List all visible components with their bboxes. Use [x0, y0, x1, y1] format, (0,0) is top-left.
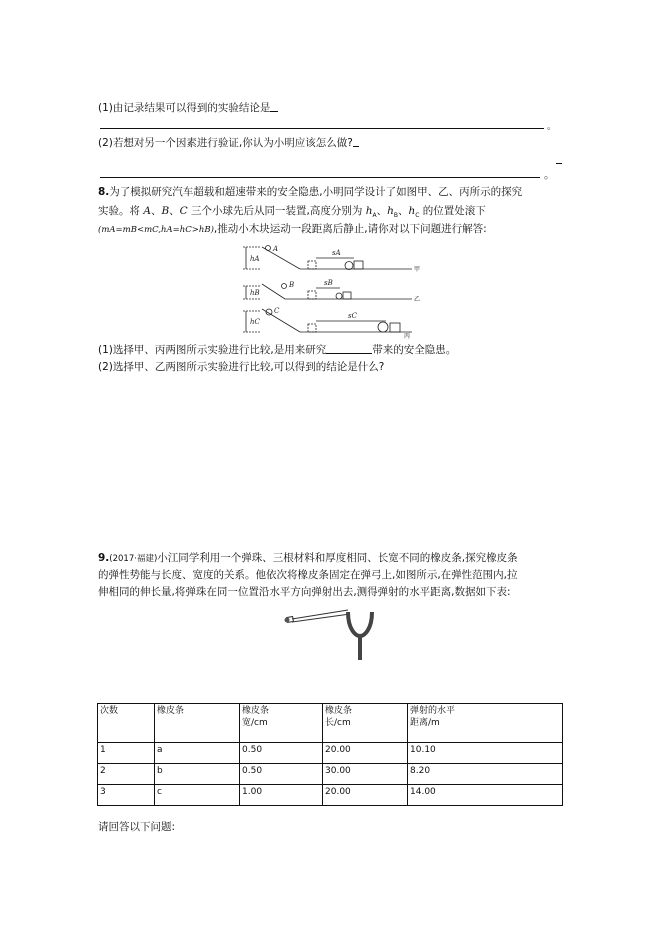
figure-label-ha: hA — [250, 255, 260, 263]
figure-label-b: B — [289, 281, 295, 289]
height-b: h — [387, 205, 394, 217]
q9-footer: 请回答以下问题: — [98, 821, 176, 833]
table-header-row — [98, 704, 563, 743]
header-unit: 宽/cm — [242, 718, 268, 728]
separator: 、 — [169, 205, 180, 217]
figure-label-sa: sA — [332, 249, 341, 257]
ramp-bing — [262, 309, 300, 332]
figure-label-jia: 甲 — [414, 266, 420, 273]
table-cell: 8.20 — [408, 764, 563, 785]
q8-sub1-text-end: 带来的安全隐患。 — [372, 344, 457, 356]
slingshot-fork — [348, 612, 372, 636]
header-text: 弹射的水平 — [410, 706, 456, 716]
q8-line2: 实验。将 A、B、C 三个小球先后从同一装置,高度分别为 $h_A$、$h_B$、$h_C$ 的位置处滚下 — [98, 205, 486, 220]
q9-source: (2017·福建) — [109, 554, 158, 564]
q8-line1 — [98, 185, 522, 199]
header-cell — [98, 704, 155, 743]
block-start-jia — [308, 261, 316, 269]
q8-sub1-text: (1)选择甲、丙两图所示实验进行比较,是用来研究 — [98, 344, 327, 356]
table-row — [98, 764, 563, 785]
q7-sub2-text: (2)若想对另一个因素进行验证,你认为小明应该怎么做? — [98, 137, 353, 149]
q7-sub2-tail: 。 — [544, 169, 555, 181]
block-yi — [343, 292, 351, 299]
ramp-experiment-figure — [240, 241, 420, 341]
table-cell: 1.00 — [240, 785, 323, 806]
table-cell: 10.10 — [408, 743, 563, 764]
height-a: h — [365, 205, 373, 217]
table-cell: 0.50 — [240, 743, 323, 764]
q8-line3-text: ,推动小木块运动一段距离后静止,请你对以下问题进行解答: — [213, 223, 487, 235]
figure-label-c: C — [274, 307, 280, 315]
slingshot-figure — [284, 608, 384, 664]
answer-blank[interactable] — [353, 136, 359, 147]
answer-line[interactable] — [100, 177, 540, 178]
table-cell: 20.00 — [323, 743, 408, 764]
q8-number: 8. — [98, 186, 110, 198]
table-cell: b — [155, 764, 240, 785]
q9-number: 9. — [98, 552, 110, 564]
header-cell — [408, 704, 563, 743]
q9-line1-text: 小江同学利用一个弹珠、三根材料和厚度相同、长宽不同的橡皮条,探究橡皮条 — [157, 552, 518, 564]
table-cell: 14.00 — [408, 785, 563, 806]
answer-blank[interactable] — [326, 343, 372, 354]
block-start-yi — [308, 291, 316, 299]
q9-line3: 伸相同的伸长量,将弹珠在同一位置沿水平方向弹射出去,测得弹射的水平距离,数据如下表: — [98, 586, 511, 598]
height-c: h — [408, 205, 416, 217]
figure-label-sb: sB — [324, 279, 333, 287]
block-jia — [354, 261, 363, 269]
figure-label-sc: sC — [348, 312, 357, 320]
ball-b-label: B — [161, 205, 170, 217]
table-cell: 20.00 — [323, 785, 408, 806]
ball-b — [336, 293, 342, 299]
header-text: 次数 — [100, 706, 119, 716]
header-text: 橡皮条 — [325, 706, 353, 716]
header-text: 橡皮条 — [242, 706, 270, 716]
ball-a — [345, 262, 353, 270]
answer-line[interactable] — [556, 163, 562, 164]
q8-sub1 — [98, 343, 456, 357]
q7-sub2 — [98, 136, 359, 150]
table-cell: 3 — [98, 785, 155, 806]
table-row — [98, 743, 563, 764]
table-row — [98, 785, 563, 806]
table-cell: 2 — [98, 764, 155, 785]
ball-c — [378, 322, 388, 332]
header-cell — [240, 704, 323, 743]
ball-c-label: C — [179, 205, 188, 217]
marble — [285, 618, 290, 623]
separator: 、 — [150, 205, 162, 217]
answer-line[interactable] — [100, 128, 544, 129]
ball-b-start — [282, 284, 287, 289]
figure-label-hb: hB — [250, 289, 260, 297]
q9-line2: 的弹性势能与长度、宽度的关系。他依次将橡皮条固定在弹弓上,如图所示,在弹性范围内,拉 — [98, 569, 518, 581]
q8-line3 — [98, 222, 487, 237]
figure-label-bing: 丙 — [404, 333, 411, 340]
height-a-sub: A — [372, 212, 377, 220]
q7-sub1-tail: 。 — [547, 122, 557, 132]
table-cell: a — [155, 743, 240, 764]
q8-line2-text: 实验。将 — [98, 205, 144, 217]
header-text: 橡皮条 — [157, 706, 185, 716]
q8-line1-text: 为了模拟研究汽车超载和超速带来的安全隐患,小明同学设计了如图甲、乙、丙所示的探究 — [109, 186, 523, 198]
q7-sub1-text: (1)由记录结果可以得到的实验结论是 — [98, 102, 271, 114]
mass-height-condition: (mA=mB<mC,hA=hC>hB) — [98, 225, 214, 235]
q8-line2-text: 三个小球先后从同一装置,高度分别为 — [187, 205, 366, 217]
height-b-sub: B — [393, 212, 398, 220]
q7-sub1 — [98, 101, 278, 115]
q9-line1 — [98, 551, 518, 566]
height-c-sub: C — [415, 212, 420, 220]
header-cell — [155, 704, 240, 743]
table-cell: 30.00 — [323, 764, 408, 785]
block-start-bing — [308, 324, 316, 332]
data-table — [97, 703, 563, 806]
table-cell: 0.50 — [240, 764, 323, 785]
q8-sub2: (2)选择甲、乙两图所示实验进行比较,可以得到的结论是什么? — [98, 361, 385, 373]
header-cell — [323, 704, 408, 743]
table-cell: 1 — [98, 743, 155, 764]
figure-label-a: A — [273, 245, 279, 253]
figure-label-hc: hC — [250, 318, 260, 326]
figure-label-yi: 乙 — [414, 296, 420, 303]
header-unit: 长/cm — [325, 718, 351, 728]
ball-a-label: A — [143, 205, 151, 217]
answer-blank[interactable] — [270, 101, 278, 112]
table-cell: c — [155, 785, 240, 806]
q8-line2-text: 的位置处滚下 — [419, 205, 486, 217]
block-bing — [390, 323, 400, 332]
ball-a-start — [266, 246, 271, 251]
header-unit: 距离/m — [410, 718, 440, 728]
